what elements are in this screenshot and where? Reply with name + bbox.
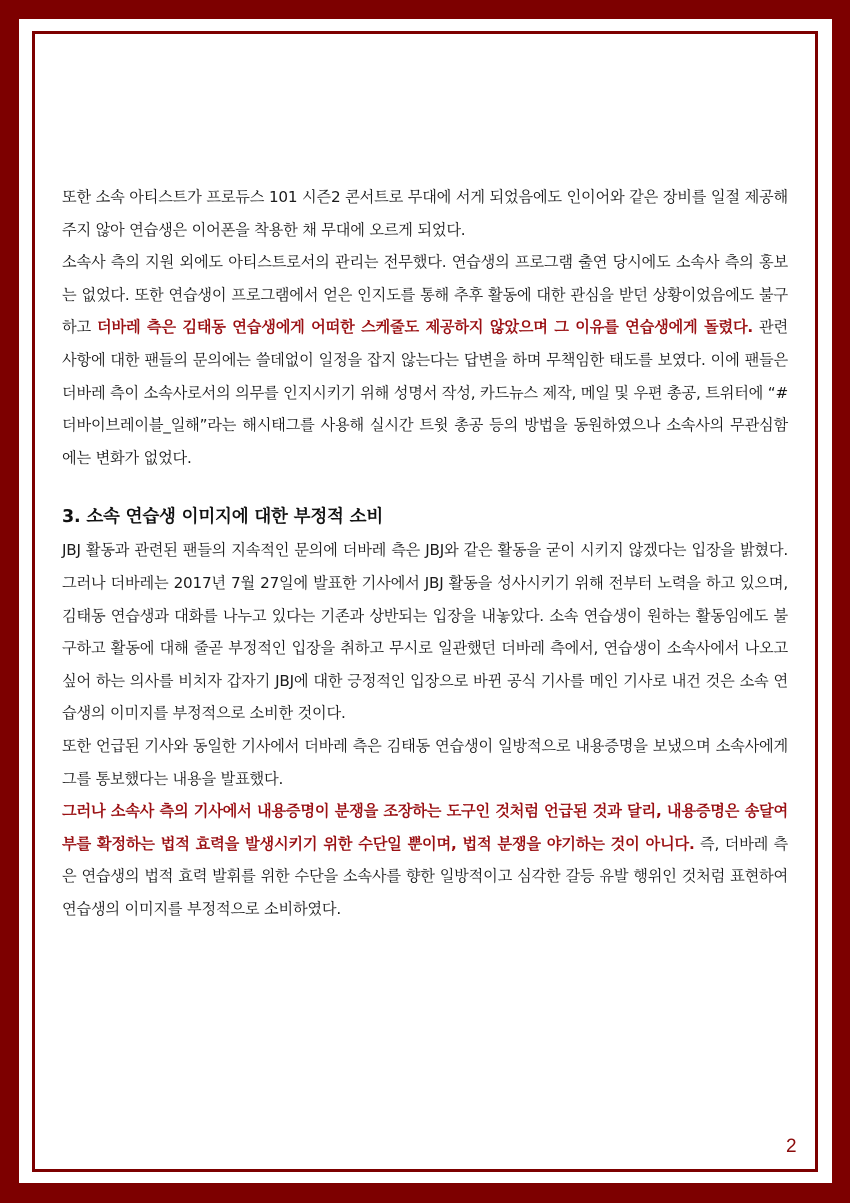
paragraph-inear-equipment (62, 181, 788, 246)
page-number: 2 (786, 1136, 797, 1157)
paragraph-text: 소속사 측의 지원 외에도 아티스트로서의 관리는 전무했다. 연습생의 프로그램 출연 당시에도 소속사 측의 홍보는 없었다. 또한 연습생이 프로그램에서 얻은 인지도를 통해 추후 활동에 대한 관심을 받던 상황이었음에도 불구하고 (62, 253, 788, 337)
paragraph-text: 또한 소속 아티스트가 프로듀스 101 시즌2 콘서트로 무대에 서게 되었음에도 인이어와 같은 장비를 일절 제공해주지 않아 연습생은 이어폰을 착용한 채 무대에 오르게 되었다. (62, 188, 788, 239)
paragraph-text: JBJ 활동과 관련된 팬들의 지속적인 문의에 더바레 측은 JBJ와 같은 활동을 굳이 시키지 않겠다는 입장을 밝혔다. 그러나 더바레는 2017년 7월 27일에 발표한 기사에서 JBJ 활동을 성사시키기 위해 전부터 노력을 하고 있으며, 김태동 연습생과 대화를 나누고 있다는 기존과 상반되는 입장을 내놓았다. 소속 연습생이 원하는 활동임에도 불구하고 활동에 대해 줄곧 부정적인 입장을 취하고 무시로 일관했던 더바레 측에서, 연습생이 소속사에서 나오고 싶어 하는 의사를 비치자 갑자기 JBJ에 대한 긍정적인 입장으로 바뀐 공식 기사를 메인 기사로 내건 것은 소속 연습생의 이미지를 부정적으로 소비한 것이다. (62, 541, 788, 723)
paragraph-text: 즉, 더바레 측은 연습생의 법적 효력 발휘를 위한 수단을 소속사를 향한 일방적이고 심각한 갈등 유발 행위인 것처럼 표현하여 연습생의 이미지를 부정적으로 소비하였다. (62, 834, 789, 918)
section-heading: 3. 소속 연습생 이미지에 대한 부정적 소비 (62, 507, 384, 528)
highlighted-statement: 그러나 소속사 측의 기사에서 내용증명이 분쟁을 조장하는 도구인 것처럼 언급된 것과 달리, 내용증명은 송달여부를 확정하는 법적 효력을 발생시키기 위한 수단일 뿐이며, 법적 분쟁을 야기하는 것이 아니다. (62, 802, 788, 853)
paragraph-text: 또한 언급된 기사와 동일한 기사에서 더바레 측은 김태동 연습생이 일방적으로 내용증명을 보냈으며 소속사에게 그를 통보했다는 내용을 발표했다. (62, 736, 788, 788)
paragraph-management-absent (62, 246, 788, 474)
paragraph-certified-letter (62, 730, 788, 795)
paragraph-text: 관련 사항에 대한 팬들의 문의에는 쓸데없이 일정을 잡지 않는다는 답변을 하며 무책임한 태도를 보였다. 이에 팬들은 더바레 측이 소속사로서의 의무를 인지시키기 위해 성명서 작성, 카드뉴스 제작, 메일 및 우편 총공, 트위터에 “#더바이브레이블_일해”라는 해시태그를 사용해 실시간 트윗 총공 등의 방법을 동원하였으나 소속사의 무관심함에는 변화가 없었다. (62, 318, 788, 467)
document-body (62, 181, 788, 925)
paragraph-legal-effect (62, 795, 788, 925)
paragraph-jbj-activity (62, 534, 788, 730)
highlighted-statement: 더바레 측은 김태동 연습생에게 어떠한 스케줄도 제공하지 않았으며 그 이유를 연습생에게 돌렸다. (97, 318, 753, 337)
